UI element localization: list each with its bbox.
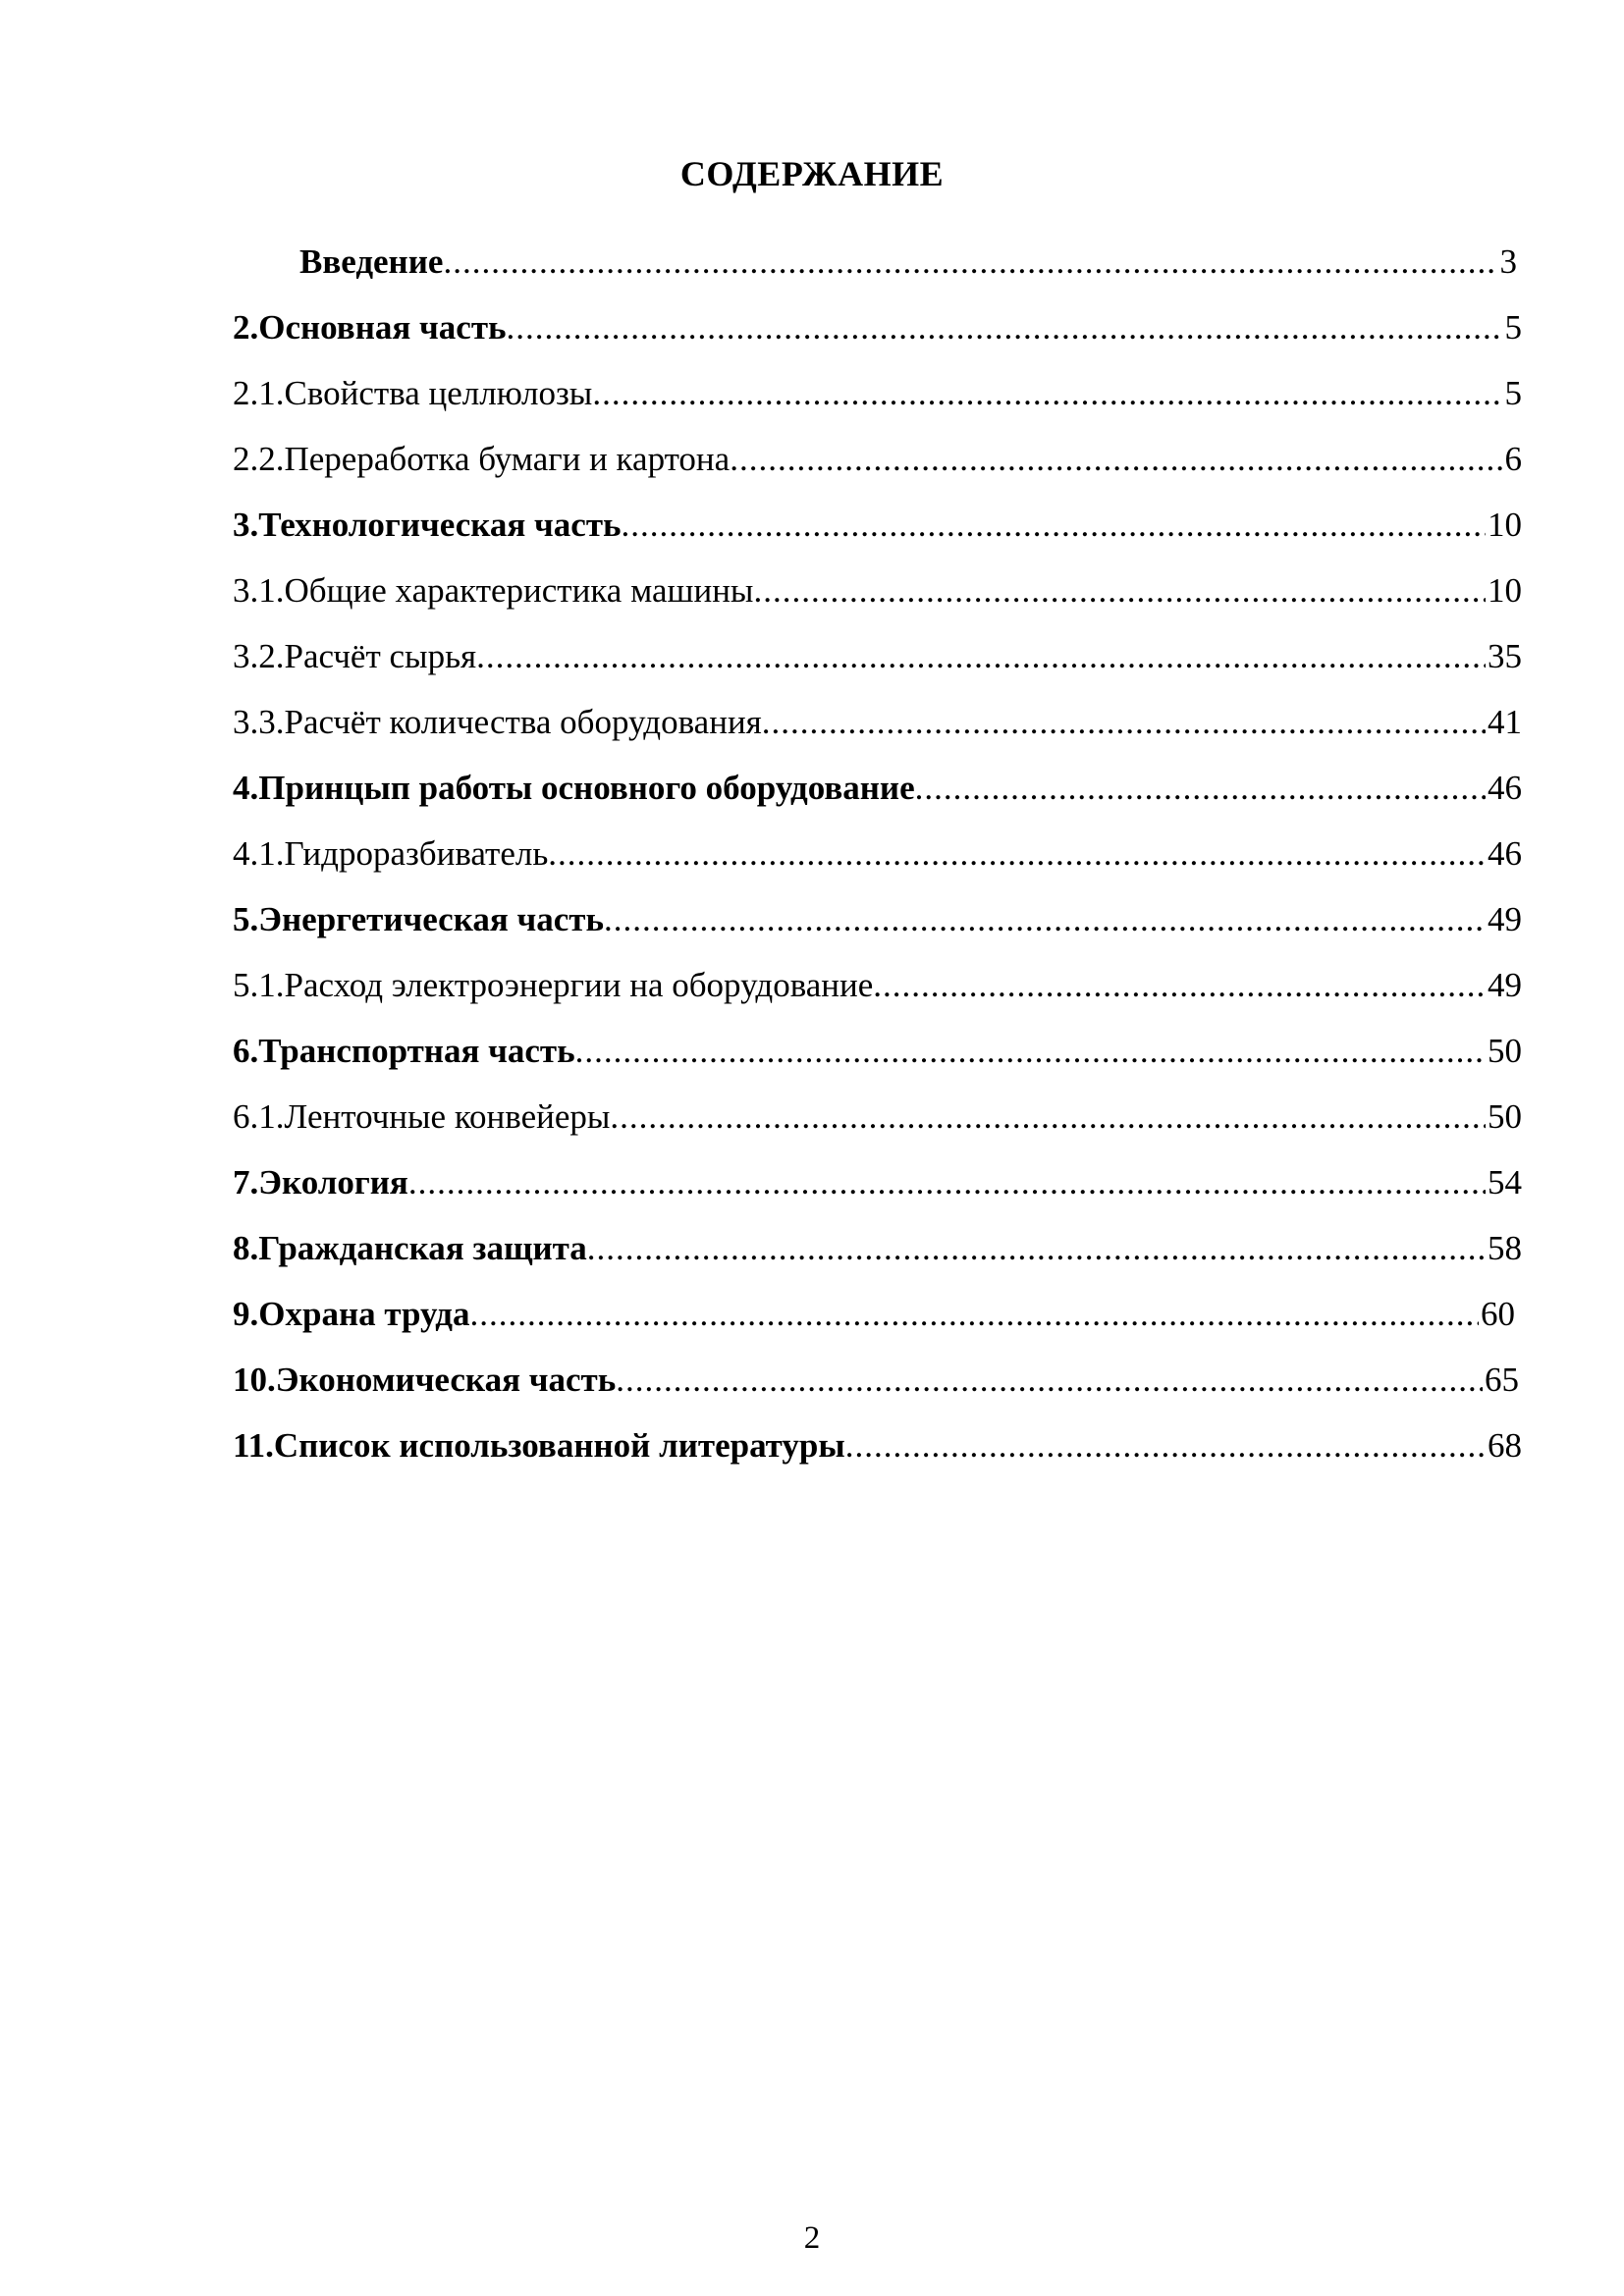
toc-leader-dots	[548, 832, 1486, 876]
toc-entry-title: Основная часть	[258, 308, 507, 347]
toc-entry-page: 60	[1481, 1295, 1515, 1333]
toc-leader-dots	[762, 701, 1486, 744]
toc-entry-page: 10	[1488, 506, 1522, 544]
toc-entry	[233, 898, 1522, 941]
toc-entry-number: 2.1.	[233, 374, 285, 412]
toc-entry	[233, 635, 1522, 678]
toc-entry-title: Охрана труда	[258, 1295, 470, 1333]
toc-entry-title: Расход электроэнергии на оборудование	[284, 966, 874, 1004]
toc-entry-number: 2.	[233, 308, 259, 347]
toc-entry-page: 3	[1499, 242, 1517, 281]
page-title: СОДЕРЖАНИЕ	[679, 154, 945, 193]
toc-entry-title: Свойства целлюлозы	[284, 374, 593, 412]
toc-leader-dots	[443, 240, 1497, 284]
toc-entry-number: 4.	[233, 769, 259, 807]
toc-leader-dots	[408, 1161, 1486, 1204]
toc-entry-page: 50	[1488, 1032, 1522, 1070]
toc-leader-dots	[915, 767, 1486, 810]
toc-entry	[233, 767, 1522, 810]
toc-entry	[233, 1030, 1522, 1073]
toc-entry-page: 68	[1488, 1426, 1522, 1465]
toc-entry-title: Список использованной литературы	[273, 1426, 845, 1465]
toc-entry-page: 46	[1488, 769, 1522, 807]
toc-entry-page: 5	[1504, 308, 1522, 347]
toc-entry-page: 58	[1488, 1229, 1522, 1267]
toc-leader-dots	[845, 1424, 1486, 1468]
toc-leader-dots	[730, 438, 1502, 481]
toc-entry-number: 3.3.	[233, 703, 285, 741]
toc-entry-title: Экология	[258, 1163, 408, 1201]
toc-entry-title: Общие характеристика машины	[284, 571, 754, 610]
toc-entry-title: Введение	[299, 242, 444, 281]
toc-entry	[233, 1227, 1522, 1270]
toc-entry-number: 8.	[233, 1229, 259, 1267]
toc-entry-page: 49	[1488, 966, 1522, 1004]
toc-entry-number: 2.2.	[233, 440, 285, 478]
toc-entry-number: 6.	[233, 1032, 259, 1070]
toc-entry-title: Расчёт сырья	[284, 637, 477, 675]
toc-entry	[233, 832, 1522, 876]
toc-entry	[299, 240, 1517, 284]
toc-entry-page: 65	[1485, 1361, 1519, 1399]
toc-entry-number: 10.	[233, 1361, 276, 1399]
toc-entry-title: Транспортная часть	[258, 1032, 575, 1070]
toc-entry-number: 6.1.	[233, 1097, 285, 1136]
toc-entry-number: 9.	[233, 1295, 259, 1333]
toc-entry-number: 5.1.	[233, 966, 285, 1004]
toc-entry-title: Гражданская защита	[258, 1229, 587, 1267]
toc-leader-dots	[476, 635, 1486, 678]
toc-leader-dots	[610, 1095, 1486, 1139]
toc-entry-title: Технологическая часть	[258, 506, 622, 544]
toc-entry-page: 54	[1488, 1163, 1522, 1201]
toc-entry-page: 50	[1488, 1097, 1522, 1136]
toc-entry	[233, 372, 1522, 415]
toc-leader-dots	[587, 1227, 1486, 1270]
toc-entry	[233, 438, 1522, 481]
toc-entry-page: 41	[1488, 703, 1522, 741]
toc-entry-number: 3.	[233, 506, 259, 544]
toc-entry-title: Переработка бумаги и картона	[284, 440, 731, 478]
toc-leader-dots	[873, 964, 1486, 1007]
toc-entry	[233, 569, 1522, 613]
toc-entry-title: Гидроразбиватель	[284, 834, 549, 873]
toc-entry-number: 3.2.	[233, 637, 285, 675]
toc-entry-page: 46	[1488, 834, 1522, 873]
toc-leader-dots	[592, 372, 1502, 415]
toc-entry-number: 4.1.	[233, 834, 285, 873]
toc-entry	[233, 504, 1522, 547]
toc-entry	[233, 1424, 1522, 1468]
toc-entry-page: 5	[1504, 374, 1522, 412]
toc-leader-dots	[469, 1293, 1479, 1336]
toc-entry-title: Энергетическая часть	[258, 900, 605, 938]
toc-leader-dots	[507, 306, 1503, 349]
toc-leader-dots	[753, 569, 1486, 613]
toc-entry-title: Расчёт количества оборудования	[284, 703, 762, 741]
toc-entry	[233, 701, 1522, 744]
toc-entry-number: 5.	[233, 900, 259, 938]
toc-entry-title: Экономическая часть	[275, 1361, 617, 1399]
toc-entry	[233, 1095, 1522, 1139]
page-number: 2	[803, 2220, 821, 2256]
toc-entry-page: 10	[1488, 571, 1522, 610]
toc-entry-number: 11.	[233, 1426, 274, 1465]
toc-leader-dots	[616, 1359, 1483, 1402]
toc-entry	[233, 306, 1522, 349]
toc-entry	[233, 1293, 1515, 1336]
toc-leader-dots	[575, 1030, 1486, 1073]
toc-entry-title: Принцып работы основного оборудование	[258, 769, 915, 807]
toc-leader-dots	[622, 504, 1486, 547]
toc-entry-number: 7.	[233, 1163, 259, 1201]
toc-entry	[233, 964, 1522, 1007]
toc-entry	[233, 1359, 1519, 1402]
toc-entry-page: 6	[1504, 440, 1522, 478]
toc-entry-page: 49	[1488, 900, 1522, 938]
toc-entry	[233, 1161, 1522, 1204]
toc-entry-title: Ленточные конвейеры	[284, 1097, 611, 1136]
toc-leader-dots	[604, 898, 1486, 941]
toc-entry-number: 3.1.	[233, 571, 285, 610]
toc-entry-page: 35	[1488, 637, 1522, 675]
